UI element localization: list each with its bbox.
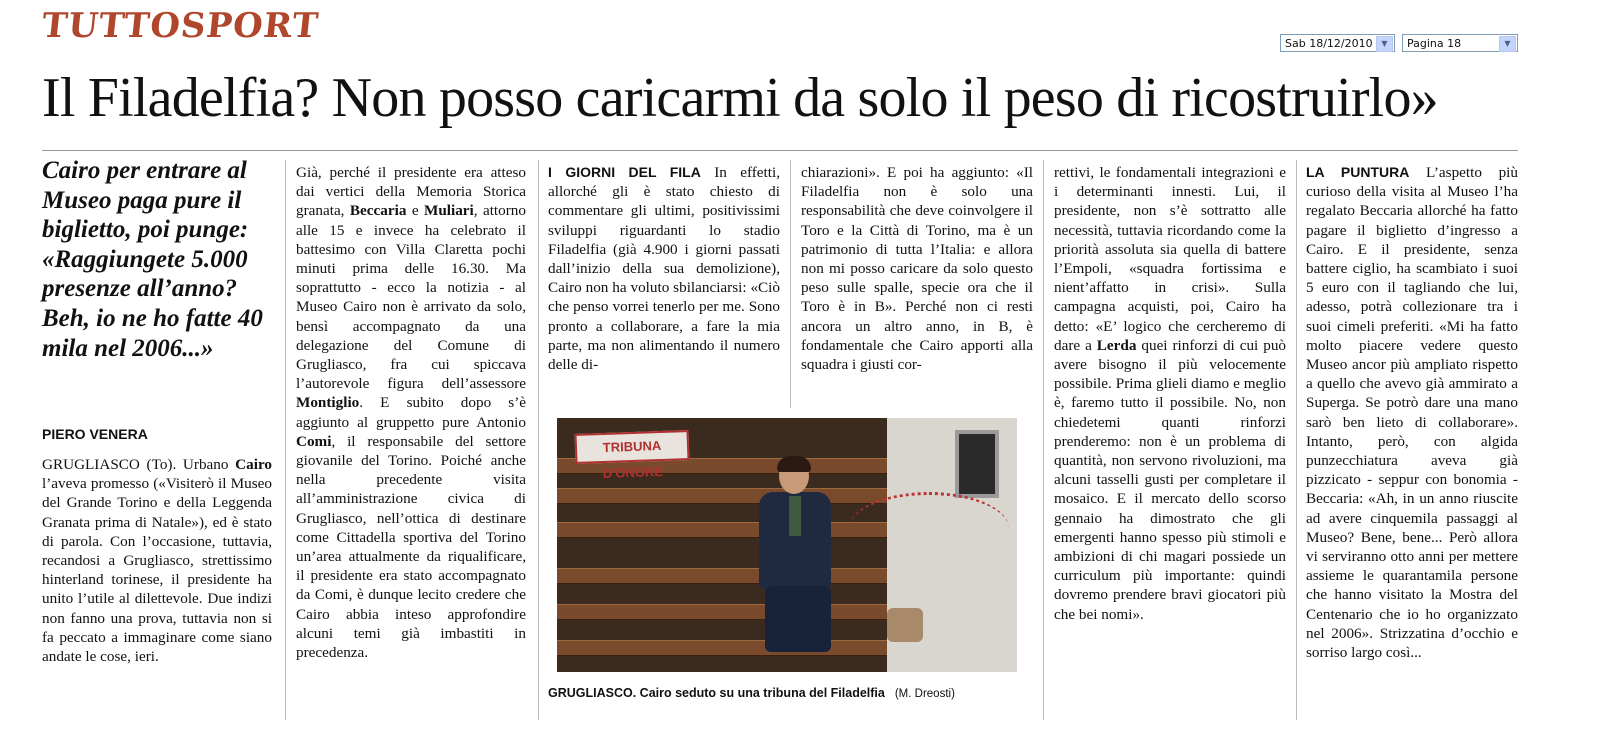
seated-person: [755, 458, 835, 658]
article-column-1: GRUGLIASCO (To). Urbano Cairo l’aveva promesso («Visiterò il Museo del Grande Torino e della Leggenda Granata prima di Natale»), ed è stato di parola. Con l’occasione, tuttavia, recandosi a Grugliasco, strettissimo hinterland torinese, il presidente ha unito l’utile al dilettevole. Due indizi non fanno una prova, tuttavia non si fa peccato a immaginare come siano andate le cose, ieri.: [42, 456, 272, 666]
article-column-6: LA PUNTURA L’aspetto più curioso della visita al Museo l’ha regalato Beccaria allorché ha fatto pagare il biglietto d’ingresso a Cairo. E il presidente, senza battere ciglio, ha scambiato i suoi 5 euro con il tagliando che lui, adesso, potrà collezionare tra i suoi cimeli preferiti. «Mi ha fatto molto piacere vedere questo Museo ancor più ampliato rispetto a quello che avevo già ammirato a Superga. Se potrò dare una mano sarò ben lieto di collaborare». Intanto, però, con algida punzecchiatura aveva già pizzicato - seppur con bonomia - Beccaria: «Ah, in un anno riuscite ad avere cinquemila passaggi al Museo? Bene, bene... Però allora vi serviranno otto anni per mettere assieme le quarantamila persone che hanno visitato la Mostra del Centenario che io ho organizzato nel 2006». Strizzatina d’occhio e sorriso largo così...: [1306, 164, 1518, 662]
date-select[interactable]: [1280, 34, 1395, 52]
column-divider: [790, 160, 791, 408]
article-subhead: Cairo per entrare al Museo paga pure il biglietto, poi punge: «Raggiungete 5.000 presenze all’anno? Beh, io ne ho fatte 40 mila nel 2006...»: [42, 157, 263, 362]
date-select-value: Sab 18/12/2010: [1285, 37, 1373, 50]
article-column-5: rettivi, le fondamentali integrazioni e i determinanti innesti. Lui, il presidente, non s’è sottratto alle necessità, tuttavia ricordando come la priorità assoluta sia quella di battere l’Empoli, «squadra fortissima e nient’affatto in crisi». Sulla campagna acquisti, poi, Cairo ha detto: «E’ logico che cercheremo di dare a Lerda quei rinforzi di cui può avere bisogno il più velocemente possibile. Prima glieli diamo e meglio è, faremo tutto il possibile. No, non chiedetemi quanti rinforzi prenderemo: non è un problema di quantità, non servono rivoluzioni, ma alcuni tasselli gusti per completare il mosaico. E il mercato dello scorso gennaio ha dimostrato che gli emergenti hanno spesso più stimoli e ambizioni di chi magari possiede un curriculum più importante: quindi dovremo prendere bravi giocatori più che bei nomi».: [1054, 164, 1287, 623]
article-headline: Il Filadelfia? Non posso caricarmi da solo il peso di ricostruirlo»: [42, 67, 1438, 129]
column-divider: [1296, 160, 1297, 720]
photo-caption: [548, 686, 1028, 700]
section-lead: I GIORNI DEL FILA: [548, 164, 701, 180]
author-byline: PIERO VENERA: [42, 426, 148, 442]
caption-text: GRUGLIASCO. Cairo seduto su una tribuna del Filadelfia: [548, 686, 885, 700]
article-column-2: Già, perché il presidente era atteso dai vertici della Memoria Storica granata, Beccaria e Muliari, attorno alle 15 e invece ha celebrato il battesimo con Villa Claretta pochi minuti prima delle 16.30. Ma soprattutto - ecco la notizia - al Museo Cairo non è arrivato da solo, bensì accompagnato da una delegazione del Comune di Grugliasco, fra cui spiccava l’autorevole figura dell’assessore Montiglio. E subito dopo s’è aggiunto al gruppetto pure Antonio Comi, il responsabile del settore giovanile del Torino. Poiché anche nella precedente visita all’amministrazione civica di Grugliasco, nell’ottica di destinare come Cittadella sportiva del Torino un’area attualmente da riqualificare, il presidente era stato accompagnato da Comi, è dunque lecito credere che Cairo abbia inteso approfondire alcuni temi già imbastiti in precedenza.: [296, 164, 526, 662]
photo-bag: [887, 608, 923, 642]
headline-divider: [42, 150, 1518, 151]
section-lead: LA PUNTURA: [1306, 164, 1410, 180]
tribuna-sign: TRIBUNA D'ONORE: [575, 430, 690, 464]
column-divider: [1043, 160, 1044, 720]
column-divider: [538, 160, 539, 720]
chevron-down-icon: ▼: [1376, 36, 1393, 52]
article-column-4: chiarazioni». E poi ha aggiunto: «Il Filadelfia non è solo una responsabilità che deve coinvolgere il Toro e la Città di Torino, ma è un patrimonio di tutta l’Italia: e allora non mi posso caricare da solo questo peso sulle spalle, specie ora che il Toro è in B». Perché non ci resti ancora un altro anno, in B, è fondamentale che Cairo apporti alla squadra i giusti cor-: [801, 164, 1033, 374]
photo-credit: (M. Dreosti): [894, 688, 955, 700]
chevron-down-icon: ▼: [1499, 36, 1516, 52]
tuttosport-logo: TUTTOSPORT: [39, 6, 321, 46]
photo-rope: [849, 492, 1009, 565]
column-divider: [285, 160, 286, 720]
article-column-3: I GIORNI DEL FILA In effetti, allorché gli è stato chiesto di commentare gli ultimi, positivissimi sviluppi riguardanti lo stadio Filadelfia (già 4.900 i giorni passati dall’inizio della sua demolizione), Cairo non ha voluto sbilanciarsi: «Ciò che penso vorrei tenerlo per me. Sono pronto a collaborare, a fare la mia parte, ma non alimentando il numero delle di-: [548, 164, 780, 374]
photo-window: [955, 430, 999, 498]
page-select[interactable]: [1402, 34, 1518, 52]
page-select-value: Pagina 18: [1407, 37, 1462, 50]
article-photo: [557, 418, 1017, 672]
